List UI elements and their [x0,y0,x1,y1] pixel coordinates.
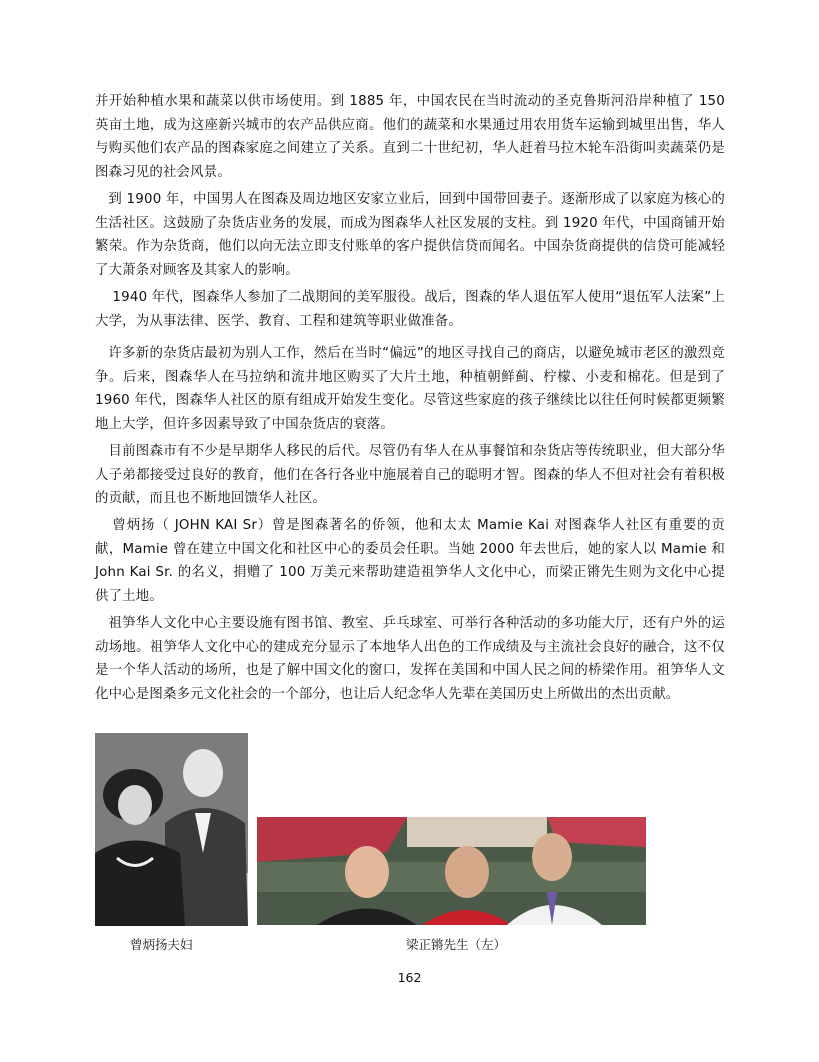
paragraph-5: 目前图森市有不少是早期华人移民的后代。尽管仍有华人在从事餐馆和杂货店等传统职业，但大部分华人子弟都接受过良好的教育，他们在各行各业中施展着自己的聪明才智。图森的华人不但对社会有着积极的贡献，而且也不断地回馈华人社区。 [95,444,725,506]
page-number: 162 [397,970,422,985]
paragraph-6: 曾炳扬（ JOHN KAI Sr）曾是图森著名的侨领，他和太太 Mamie Kai 对图森华人社区有重要的贡献，Mamie 曾在建立中国文化和社区中心的委员会任职。当她 2000 年去世后，她的家人以 Mamie 和 John Kai Sr. 的名义，捐赠了 100 万美元来帮助建造祖笋华人文化中心，而梁正锵先生则为文化中心提供了土地。 [95,518,725,604]
paragraph-2: 到 1900 年，中国男人在图森及周边地区安家立业后，回到中国带回妻子。逐渐形成了以家庭为核心的生活社区。这鼓励了杂货店业务的发展，而成为图森华人社区发展的支柱。到 1920 年代，中国商铺开始繁荣。作为杂货商，他们以向无法立即支付账单的客户提供信贷而闻名。中国杂货商提供的信贷可能减轻了大萧条对顾客及其家人的影响。 [95,192,725,278]
group-photo-caption: 梁正锵先生（左） [406,937,507,952]
paragraph-7: 祖笋华人文化中心主要设施有图书馆、教室、乒乓球室、可举行各种活动的多功能大厅，还有户外的运动场地。祖笋华人文化中心的建成充分显示了本地华人出色的工作成绩及与主流社会良好的融合，这不仅是一个华人活动的场所，也是了解中国文化的窗口，发挥在美国和中国人民之间的桥梁作用。祖笋华人文化中心是图桑多元文化社会的一个部分，也让后人纪念华人先辈在美国历史上所做出的杰出贡献。 [95,616,725,702]
paragraph-1: 并开始种植水果和蔬菜以供市场使用。到 1885 年，中国农民在当时流动的圣克鲁斯河沿岸种植了 150 英亩土地，成为这座新兴城市的农产品供应商。他们的蔬菜和水果通过用农用货车运输到城里出售，华人与购买他们农产品的图森家庭之间建立了关系。直到二十世纪初，华人赶着马拉木轮车沿街叫卖蔬菜仍是图森习见的社会风景。 [95,94,725,180]
group-photo-illustration [257,817,646,925]
group-photo [257,817,646,925]
paragraph-4: 许多新的杂货店最初为别人工作，然后在当时“偏远”的地区寻找自己的商店，以避免城市老区的激烈竞争。后来，图森华人在马拉纳和流井地区购买了大片土地，种植朝鲜蓟、柠檬、小麦和棉花。但是到了 1960 年代，图森华人社区的原有组成开始发生变化。尽管这些家庭的孩子继续比以往任何时候都更频繁地上大学，但许多因素导致了中国杂货店的衰落。 [95,346,725,432]
couple-photo [95,733,248,926]
paragraph-3: 1940 年代，图森华人参加了二战期间的美军服役。战后，图森的华人退伍军人使用“退伍军人法案”上大学，为从事法律、医学、教育、工程和建筑等职业做准备。 [95,290,725,329]
couple-photo-illustration [95,733,248,926]
couple-photo-caption: 曾炳扬夫妇 [130,937,193,952]
